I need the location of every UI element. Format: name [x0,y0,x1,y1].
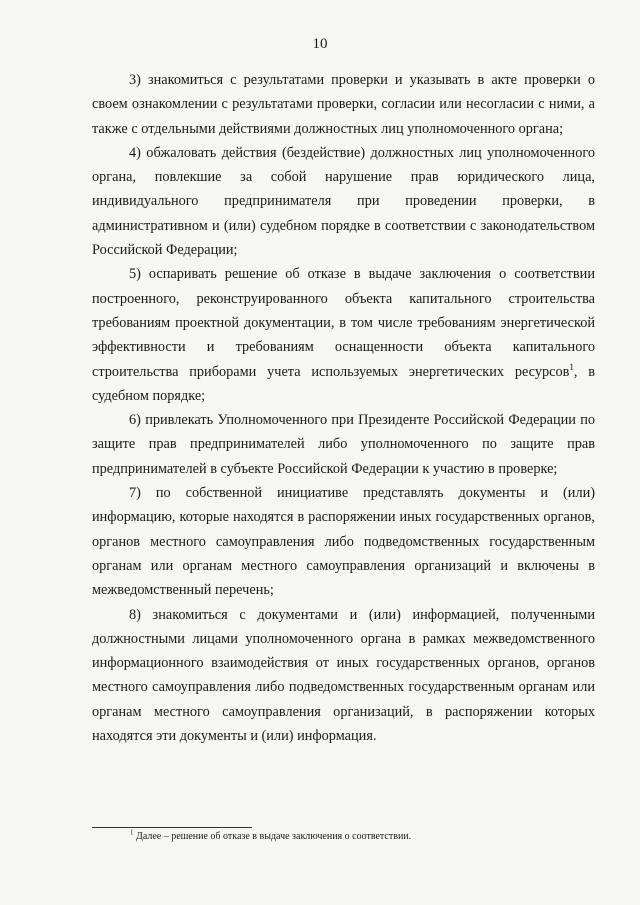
paragraph-item-5-text: 5) оспаривать решение об отказе в выдаче заключения о соответствии построенного, реконструированного объекта капитального строительства требованиям проектной документации, в том числе требованиям энергетической эффективности и требованиям оснащенности объекта капитального строительства приборами учета используемых энергетических ресурсов [92,266,595,380]
footnote-reference: 1 [569,361,574,372]
footnote-divider [92,827,252,828]
page-number: 10 [312,36,328,52]
paragraph-item-8: 8) знакомиться с документами и (или) информацией, полученными должностными лицами уполномоченного органа в рамках межведомственного информационного взаимодействия от иных государственных органов, органов местного самоуправления либо подведомственных государственным органам или органам местного самоуправления организаций, в распоряжении которых находятся эти документы и (или) информация. [92,606,595,745]
paragraph-item-7: 7) по собственной инициативе представлять документы и (или) информацию, которые находятся в распоряжении иных государственных органов, органов местного самоуправления либо подведомственных государственным органам или органам местного самоуправления организаций и включены в межведомственный перечень; [92,485,595,599]
footnote-text: Далее – решение об отказе в выдаче заключения о соответствии. [136,831,412,842]
footnote-mark: 1 [130,828,134,837]
paragraph-item-4: 4) обжаловать действия (бездействие) должностных лиц уполномоченного органа, повлекшие за собой нарушение прав юридического лица, индивидуального предпринимателя при проведении проверки, в административном и (или) судебном порядке в соответствии с законодательством Российской Федерации; [92,144,595,259]
footnote [130,830,600,844]
paragraph-item-3: 3) знакомиться с результатами проверки и указывать в акте проверки о своем ознакомлении с результатами проверки, согласии или несогласии с ними, а также с отдельными действиями должностных лиц уполномоченного органа; [92,72,595,137]
paragraph-item-5-tail: , в судебном порядке; [92,363,595,404]
document-body [92,68,595,748]
paragraph-item-6: 6) привлекать Уполномоченного при Президенте Российской Федерации по защите прав предпринимателей либо уполномоченного по защите прав предпринимателей в субъекте Российской Федерации к участию в проверке; [92,412,595,477]
paragraph-item-5 [92,262,595,408]
